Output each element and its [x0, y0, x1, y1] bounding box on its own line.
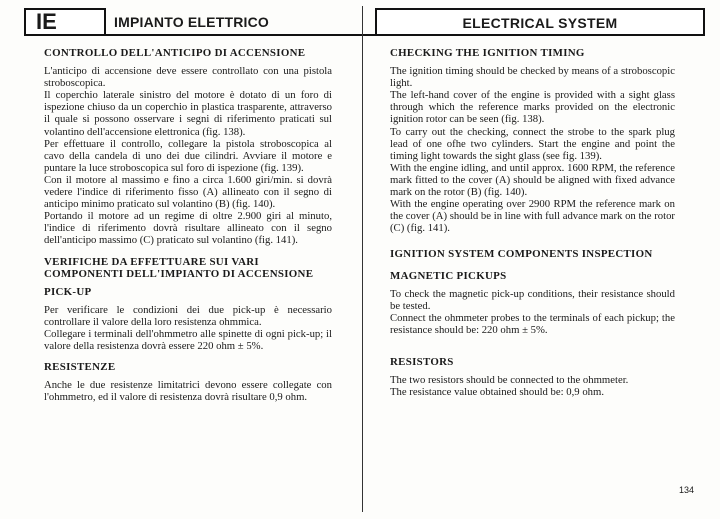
left-column	[44, 47, 332, 403]
paragraph: Portando il motore ad un regime di oltre 2.900 giri al minuto, l'indice di riferimento dovrà risultare allineato con il segno dell'anticipo massimo (C) praticato sul volantino (fig. 141).	[44, 210, 332, 247]
paragraph: Il coperchio laterale sinistro del motore è dotato di un foro di ispezione chiuso da un coperchio in plastica trasparente, attraverso il quale si possono osservare i segni di riferimento praticati sul volantino dell'accensione elettronica (fig. 138).	[44, 89, 332, 138]
right-header-title: ELECTRICAL SYSTEM	[462, 15, 618, 31]
left-header-title: IMPIANTO ELETTRICO	[114, 14, 270, 30]
paragraph: Anche le due resistenze limitatrici devono essere collegate con l'ohmmetro, ed il valore di resistenza dovrà risultare 0,9 ohm.	[44, 379, 332, 404]
heading-ignition-timing-it: CONTROLLO DELL'ANTICIPO DI ACCENSIONE	[44, 47, 306, 59]
left-header-rule	[106, 34, 386, 36]
heading-pickup-it: PICK-UP	[44, 285, 92, 298]
heading-checks-line-2: COMPONENTI DELL'IMPIANTO DI ACCENSIONE	[44, 267, 314, 280]
paragraph: To carry out the checking, connect the strobe to the spark plug lead of one ofhe two cylinders. Start the engine and point the timing light towards the sight glass (see fig. 139).	[390, 125, 675, 162]
section-code: IE	[36, 9, 57, 34]
paragraph: L'anticipo di accensione deve essere controllato con una pistola stroboscopica.	[44, 65, 332, 90]
paragraph: With the engine operating over 2900 RPM the reference mark on the cover (A) should be in line with full advance mark on the rotor (C) (fig. 141).	[390, 198, 675, 235]
paragraph: Connect the ohmmeter probes to the terminals of each pickup; the resistance should be: 220 ohm ± 5%.	[390, 311, 675, 336]
paragraph: The resistance value obtained should be: 0,9 ohm.	[390, 386, 604, 399]
heading-components-inspection: IGNITION SYSTEM COMPONENTS INSPECTION	[390, 248, 653, 261]
heading-checks-line-1: VERIFICHE DA EFFETTUARE SUI VARI	[44, 255, 259, 268]
right-column	[390, 47, 675, 398]
page-number: 134	[679, 485, 695, 495]
heading-magnetic-pickups: MAGNETIC PICKUPS	[390, 269, 507, 282]
paragraph: To check the magnetic pick-up conditions, their resistance should be tested.	[390, 287, 675, 312]
heading-ignition-timing-en: CHECKING THE IGNITION TIMING	[390, 47, 585, 59]
right-header	[375, 8, 705, 36]
section-code-box	[24, 8, 106, 36]
paragraph: The two resistors should be connected to the ohmmeter.	[390, 374, 629, 387]
paragraph: Con il motore al massimo e fino a circa 1.600 giri/min. si dovrà vedere l'indice di riferimento fisso (A) allineato con il segno di anticipo minimo praticato sul volantino (B) (fig. 140).	[44, 173, 332, 211]
left-header	[24, 8, 354, 36]
paragraph: The ignition timing should be checked by means of a stroboscopic light.	[390, 65, 675, 90]
paragraph: Collegare i terminali dell'ohmmetro alle spinette di ogni pick-up; il valore della resistenza dovrà essere 220 ohm ± 5%.	[44, 327, 332, 353]
heading-resistors-en: RESISTORS	[390, 355, 454, 368]
paragraph: Per effettuare il controllo, collegare la pistola stroboscopica al cavo della candela di uno dei due cilindri. Avviare il motore e puntare la luce stroboscopica sul foro di ispezione (fig. 139).	[44, 137, 332, 174]
paragraph: With the engine idling, and until approx. 1600 RPM, the reference mark fitted to the cover (A) should be aligned with fixed advance mark on the rotor (B) (fig. 140).	[390, 161, 675, 199]
column-divider	[362, 6, 363, 512]
paragraph: The left-hand cover of the engine is provided with a sight glass through which the reference marks provided on the electronic ignition rotor can be seen (fig. 138).	[390, 89, 675, 126]
heading-resistors-it: RESISTENZE	[44, 361, 116, 374]
paragraph: Per verificare le condizioni dei due pick-up è necessario controllare il valore della loro resistenza ohmmica.	[44, 303, 332, 328]
